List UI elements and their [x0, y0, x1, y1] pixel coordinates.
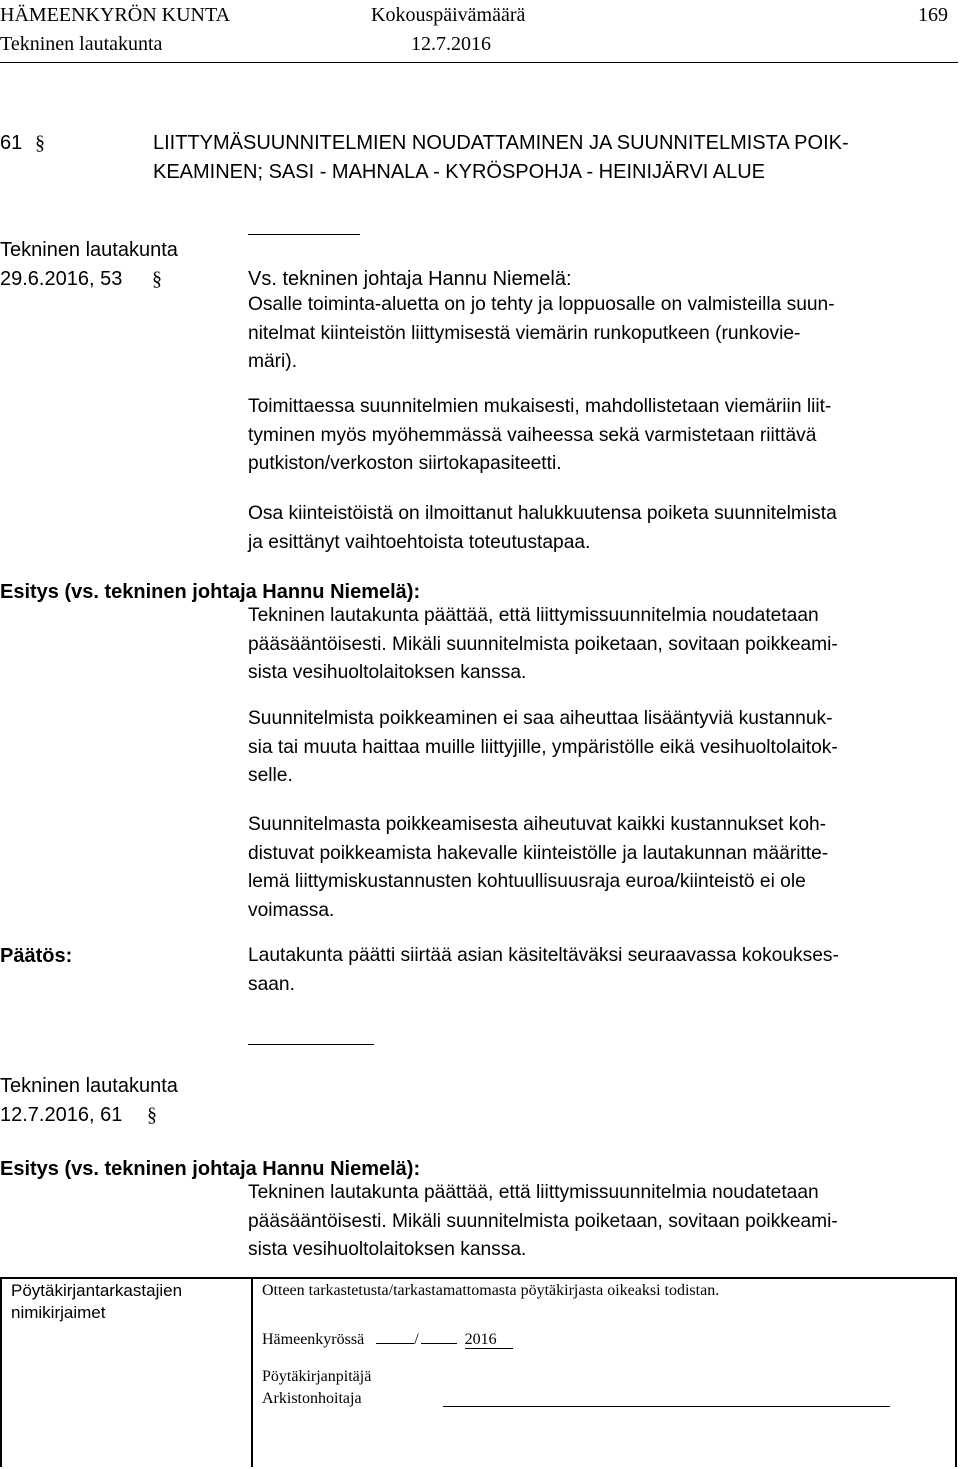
paragraph — [248, 811, 828, 925]
separator-line — [248, 234, 360, 235]
paragraph-line: ja esittänyt vaihtoehtoista toteutustapaa. — [248, 531, 591, 553]
header-board: Tekninen lautakunta — [0, 33, 163, 55]
paragraph — [248, 291, 835, 377]
paragraph-line: distuvat poikkeamista hakevalle kiinteistölle ja lautakunnan määritte- — [248, 842, 829, 864]
meeting-board-label: Tekninen lautakunta — [0, 239, 178, 261]
paragraph-line: Lautakunta päätti siirtää asian käsiteltäväksi seuraavassa kokoukses- — [248, 945, 839, 966]
section-title-line1: LIITTYMÄSUUNNITELMIEN NOUDATTAMINEN JA SUUNNITELMISTA POIK- — [153, 132, 849, 154]
paragraph-line: pääsääntöisesti. Mikäli suunnitelmista poiketaan, sovitaan poikkeami- — [248, 1210, 838, 1232]
paragraph — [248, 705, 838, 791]
initials-label-line2: nimikirjaimet — [11, 1303, 106, 1322]
meeting-date-label: Kokouspäivämäärä — [371, 4, 526, 26]
section-symbol: § — [35, 132, 45, 154]
paragraph — [248, 500, 837, 557]
place-name: Hämeenkyrössä — [262, 1331, 365, 1348]
paragraph-line: Osa kiinteistöistä on ilmoittanut halukkuutensa poiketa suunnitelmista — [248, 503, 837, 524]
paragraph-line: saan. — [248, 973, 295, 995]
footer-top-border — [0, 1277, 956, 1279]
meeting-board-label: Tekninen lautakunta — [0, 1075, 178, 1097]
paragraph-line: Osalle toiminta-aluetta on jo tehty ja loppuosalle on valmisteilla suun- — [248, 294, 835, 315]
year-text: 2016 — [465, 1331, 513, 1349]
paragraph-line: selle. — [248, 765, 293, 786]
paragraph-line: Suunnitelmasta poikkeamisesta aiheutuvat kaikki kustannukset koh- — [248, 814, 827, 835]
initials-label-line1: Pöytäkirjantarkastajien — [11, 1281, 183, 1300]
day-blank — [376, 1325, 414, 1344]
meeting-ref: 12.7.2016, 61 — [0, 1104, 123, 1126]
paragraph — [248, 602, 838, 688]
section-number: 61 — [0, 132, 23, 154]
separator-line — [248, 1044, 374, 1045]
section-title-line2: KEAMINEN; SASI - MAHNALA - KYRÖSPOHJA - HEINIJÄRVI ALUE — [153, 161, 766, 183]
municipality-name: HÄMEENKYRÖN KUNTA — [0, 4, 231, 26]
meeting-ref-symbol: § — [152, 268, 162, 290]
paragraph-line: märi). — [248, 351, 298, 372]
footer-column-divider — [251, 1277, 253, 1467]
year-cell — [461, 1331, 517, 1349]
decision-label: Päätös: — [0, 945, 73, 967]
paragraph-line: tyminen myös myöhemmässä vaiheessa sekä varmistetaan riittävä — [248, 424, 817, 446]
paragraph — [248, 1179, 838, 1265]
paragraph-line: lemä liittymiskustannusten kohtuullisuusraja euroa/kiinteistö ei ole — [248, 871, 806, 892]
paragraph-line: sista vesihuoltolaitoksen kanssa. — [248, 1239, 527, 1260]
secretary-label: Pöytäkirjanpitäjä — [262, 1368, 372, 1385]
meeting-ref: 29.6.2016, 53 — [0, 268, 123, 290]
paragraph-line: putkiston/verkoston siirtokapasiteetti. — [248, 453, 562, 474]
paragraph — [248, 393, 831, 479]
page-number: 169 — [918, 4, 948, 26]
signature-place-line — [262, 1325, 517, 1349]
date-slash: / — [414, 1331, 419, 1348]
paragraph-line: Tekninen lautakunta päättää, että liittymissuunnitelmia noudatetaan — [248, 605, 819, 626]
archivist-label: Arkistonhoitaja — [262, 1390, 362, 1407]
header-divider — [0, 62, 958, 63]
archivist-signature-line — [443, 1406, 890, 1407]
footer-left-cell — [11, 1280, 182, 1324]
proposal-label: Esitys (vs. tekninen johtaja Hannu Niemelä): — [0, 1158, 421, 1180]
paragraph-line: Suunnitelmista poikkeaminen ei saa aiheuttaa lisääntyviä kustannuk- — [248, 708, 833, 729]
footer-right-border — [955, 1277, 957, 1467]
month-blank — [421, 1325, 457, 1344]
certification-text: Otteen tarkastetusta/tarkastamattomasta pöytäkirjasta oikeaksi todistan. — [262, 1282, 720, 1299]
paragraph-line: sia tai muuta haittaa muille liittyjille, ympäristölle eikä vesihuoltolaitok- — [248, 736, 838, 758]
paragraph — [248, 942, 839, 999]
paragraph-line: Tekninen lautakunta päättää, että liittymissuunnitelmia noudatetaan — [248, 1182, 819, 1203]
paragraph-line: nitelmat kiinteistön liittymisestä viemärin runkoputkeen (runkovie- — [248, 322, 801, 344]
presenter-line: Vs. tekninen johtaja Hannu Niemelä: — [248, 268, 572, 290]
meeting-ref-symbol: § — [147, 1104, 157, 1126]
header-date: 12.7.2016 — [411, 33, 491, 55]
paragraph-line: sista vesihuoltolaitoksen kanssa. — [248, 662, 527, 683]
paragraph-line: voimassa. — [248, 899, 335, 921]
paragraph-line: pääsääntöisesti. Mikäli suunnitelmista poiketaan, sovitaan poikkeami- — [248, 633, 838, 655]
footer-table — [0, 1277, 956, 1467]
proposal-label: Esitys (vs. tekninen johtaja Hannu Niemelä): — [0, 581, 421, 603]
paragraph-line: Toimittaessa suunnitelmien mukaisesti, mahdollistetaan viemäriin liit- — [248, 396, 832, 417]
footer-left-border — [0, 1277, 2, 1467]
